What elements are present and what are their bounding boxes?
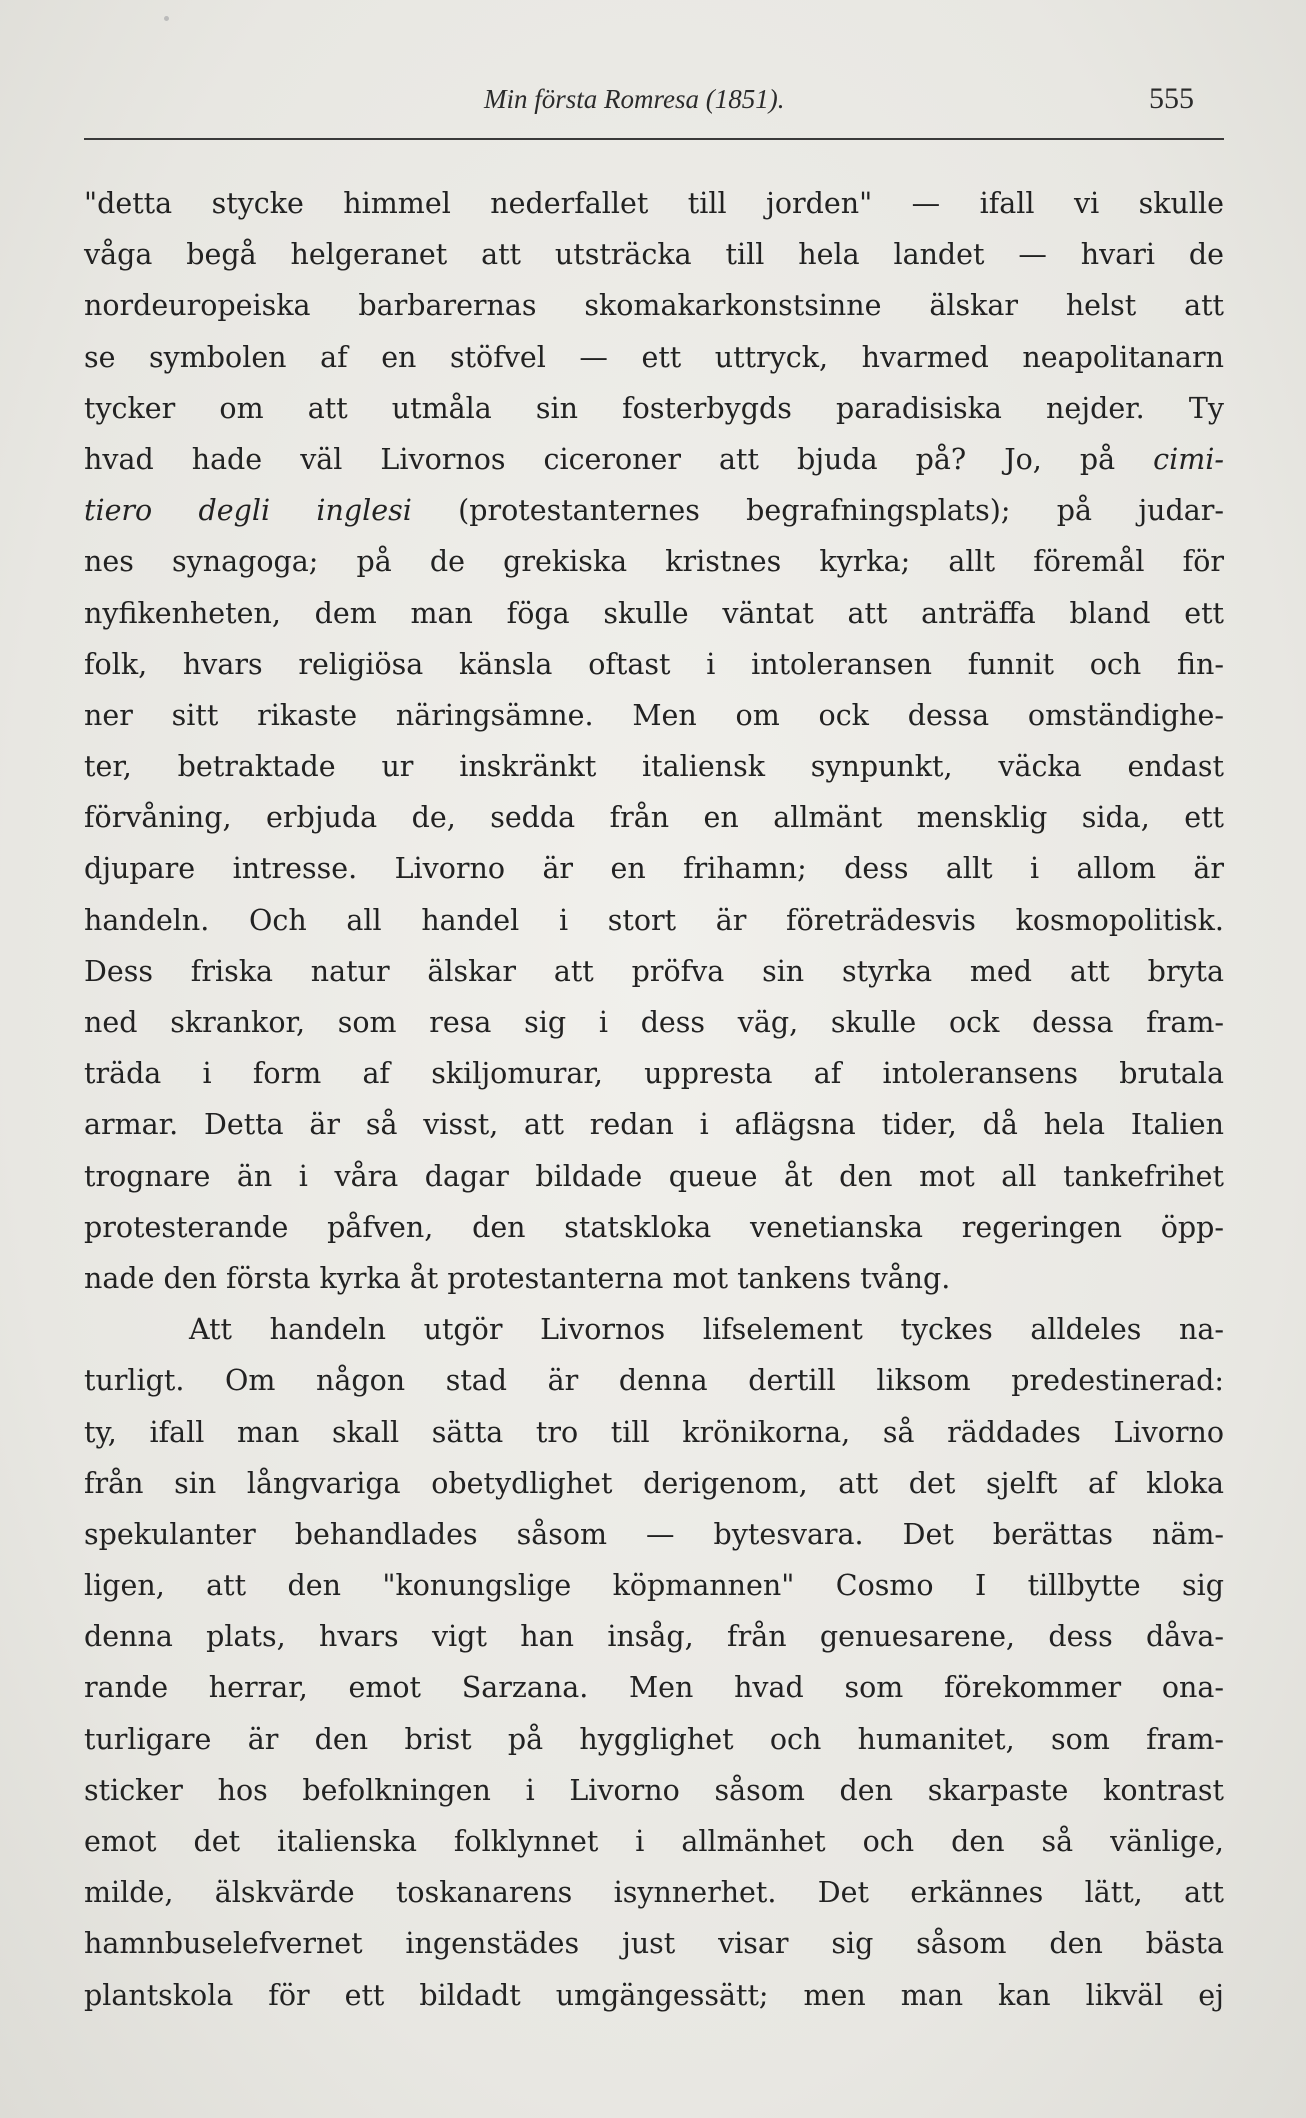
text-line: djupare intresse. Livorno är en frihamn; dess allt i allom är	[84, 852, 1224, 886]
text-line: ty, ifall man skall sätta tro till krönikorna, så räddades Livorno	[84, 1415, 1224, 1449]
text-line: handeln. Och all handel i stort är företrädesvis kosmopolitisk.	[84, 903, 1224, 937]
text-line: turligare är den brist på hygglighet och humanitet, som fram-	[84, 1722, 1224, 1756]
text-line: tycker om att utmåla sin fosterbygds paradisiska nejder. Ty	[84, 391, 1224, 425]
text-line: ned skrankor, som resa sig i dess väg, skulle ock dessa fram-	[84, 1006, 1224, 1039]
text-line: nes synagoga; på de grekiska kristnes kyrka; allt föremål för	[84, 545, 1224, 579]
text-line: ter, betraktade ur inskränkt italiensk synpunkt, väcka endast	[84, 750, 1224, 784]
text-line: nordeuropeiska barbarernas skomakarkonstsinne älskar helst att	[84, 289, 1224, 323]
page-header	[84, 70, 1224, 130]
text-line: ligen, att den "konungslige köpmannen" Cosmo I tillbytte sig	[84, 1569, 1224, 1603]
text-line: spekulanter behandlades såsom — bytesvara. Det berättas näm-	[84, 1517, 1224, 1551]
running-title: Min första Romresa (1851).	[484, 84, 785, 114]
text-line: "detta stycke himmel nederfallet till jorden" — ifall vi skulle	[84, 187, 1224, 220]
text-line: Dess friska natur älskar att pröfva sin styrka med att bryta	[84, 954, 1224, 988]
text-line: emot det italienska folklynnet i allmänhet och den så vänlige,	[84, 1825, 1224, 1858]
text-line: trognare än i våra dagar bildade queue åt den mot all tankefrihet	[84, 1159, 1224, 1193]
text-line: nyfikenheten, dem man föga skulle väntat att anträffa bland ett	[84, 596, 1224, 630]
text-line: protesterande påfven, den statskloka venetianska regeringen öpp-	[84, 1210, 1224, 1244]
text-line: hamnbuselefvernet ingenstädes just visar sig såsom den bästa	[84, 1927, 1224, 1961]
text-line: ner sitt rikaste näringsämne. Men om ock dessa omständighe-	[84, 698, 1224, 732]
text-line: rande herrar, emot Sarzana. Men hvad som förekommer ona-	[84, 1671, 1224, 1705]
speck-mark	[164, 16, 169, 21]
text-line: armar. Detta är så visst, att redan i aflägsna tider, då hela Italien	[84, 1108, 1224, 1142]
paragraph-start-line: Att handeln utgör Livornos lifselement tyckes alldeles na-	[189, 1313, 1224, 1347]
body-text	[84, 178, 1224, 2021]
paragraph-end-line: nade den första kyrka åt protestanterna mot tankens tvång.	[84, 1261, 951, 1295]
text-line: folk, hvars religiösa känsla oftast i intoleransen funnit och fin-	[84, 647, 1224, 681]
text-line: se symbolen af en stöfvel — ett uttryck, hvarmed neapolitanarn	[84, 340, 1224, 374]
page-number: 555	[1149, 82, 1194, 115]
text-line: träda i form af skiljomurar, uppresta af intoleransens brutala	[84, 1057, 1224, 1091]
text-line: milde, älskvärde toskanarens isynnerhet. Det erkännes lätt, att	[84, 1876, 1224, 1910]
text-line: denna plats, hvars vigt han insåg, från genuesarene, dess dåva-	[84, 1620, 1224, 1654]
text-line: tiero degli inglesi (protestanternes begrafningsplats); på judar-	[84, 494, 1224, 528]
header-rule	[84, 138, 1224, 140]
text-line: plantskola för ett bildadt umgängessätt; men man kan likväl ej	[84, 1978, 1224, 2012]
italic-phrase: cimi-	[1153, 442, 1224, 476]
text-line: från sin långvariga obetydlighet derigenom, att det sjelft af kloka	[84, 1466, 1224, 1500]
text-line: sticker hos befolkningen i Livorno såsom den skarpaste kontrast	[84, 1773, 1224, 1807]
text-line: våga begå helgeranet att utsträcka till hela landet — hvari de	[84, 238, 1224, 272]
text-line: turligt. Om någon stad är denna dertill liksom predestinerad:	[84, 1364, 1224, 1398]
text-line: hvad hade väl Livornos ciceroner att bjuda på? Jo, på cimi-	[84, 442, 1224, 476]
text-line: förvåning, erbjuda de, sedda från en allmänt mensklig sida, ett	[84, 801, 1224, 835]
italic-phrase: tiero degli inglesi	[84, 494, 412, 528]
